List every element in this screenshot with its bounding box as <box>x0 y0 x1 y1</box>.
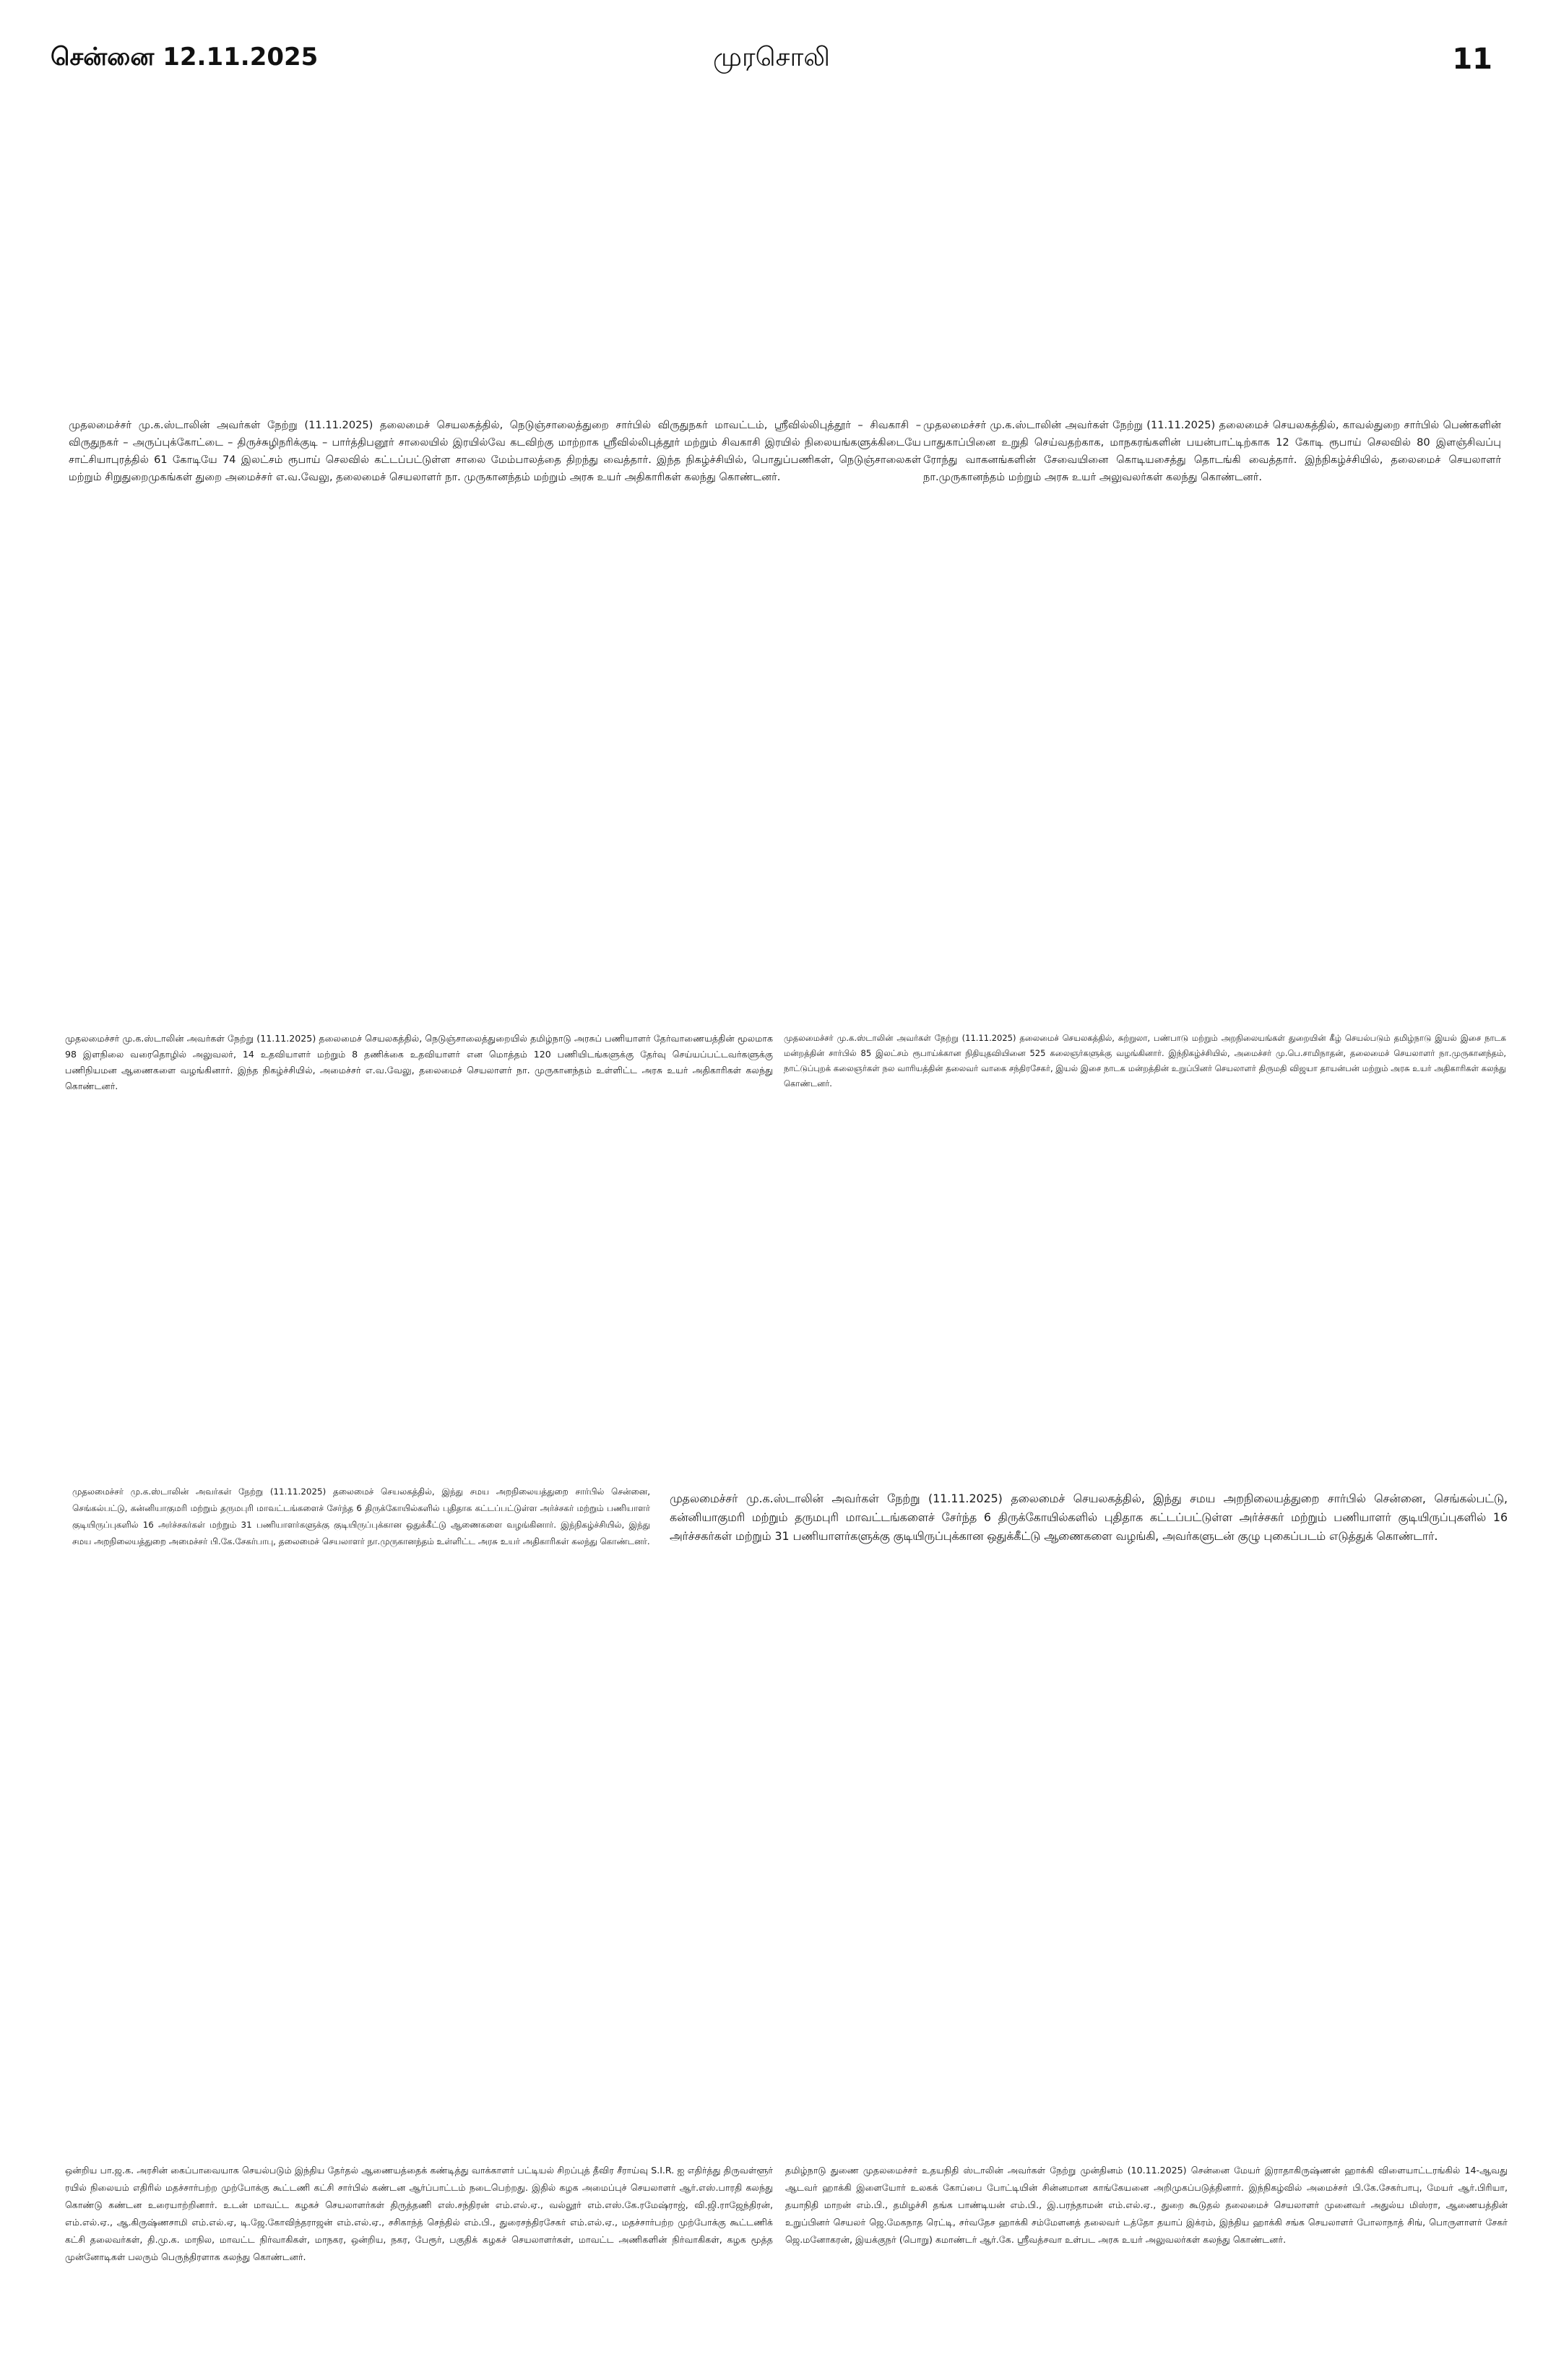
caption-protest-sir: ஒன்றிய பா.ஜ.க. அரசின் கைப்பாவையாக செயல்படும் இந்திய தேர்தல் ஆணையத்தைக் கண்டித்து வாக்காளர் பட்டியல் சிறப்புத் தீவிர சீராய்வு S.I.R. ஐ எதிர்த்து திருவள்ளூர் ரயில் நிலையம் எதிரில் மதச்சார்பற்ற முற்போக்கு கூட்டணி கட்சி சார்பில் கண்டன ஆர்ப்பாட்டம் நடைபெற்றது. இதில் கழக அமைப்புச் செயலாளர் ஆர்.எஸ்.பாரதி கலந்து கொண்டு கண்டன உரையாற்றினார். உடன் மாவட்ட கழகச் செயலாளர்கள் திருத்தணி எஸ்.சந்திரன் எம்.எல்.ஏ., வல்லூர் எம்.எஸ்.கே.ரமேஷ்ராஜ், வி.ஜி.ராஜேந்திரன், எம்.எல்.ஏ., ஆ.கிருஷ்ணசாமி எம்.எல்.ஏ, டி.ஜே.கோவிந்தராஜன் எம்.எல்.ஏ., சசிகாந்த் செந்தில் எம்.பி., துரைசந்திரசேகர் எம்.எல்.ஏ., மதச்சார்பற்ற முற்போக்கு கூட்டணிக் கட்சி தலைவர்கள், தி.மு.க. மாநில, மாவட்ட நிர்வாகிகள், மாநகர, ஒன்றிய, நகர, பேரூர், பகுதிக் கழகச் செயலாளர்கள், மாவட்ட அணிகளின் நிர்வாகிகள், கழக மூத்த முன்னோடிகள் பலரும் பெருந்திரளாக கலந்து கொண்டனர். <box>65 2165 773 2262</box>
caption-temple-housing-orders: முதலமைச்சர் மு.க.ஸ்டாலின் அவர்கள் நேற்று (11.11.2025) தலைமைச் செயலகத்தில், இந்து சமய அறநிலையத்துறை சார்பில் சென்னை, செங்கல்பட்டு, கன்னியாகுமரி மற்றும் தருமபுரி மாவட்டங்களைச் சேர்ந்த 6 திருக்கோயில்களில் புதிதாக கட்டப்பட்டுள்ள அர்ச்சகர் மற்றும் பணியாளர் குடியிருப்புகளில் 16 அர்ச்சகர்கள் மற்றும் 31 பணியாளர்களுக்கு குடியிருப்புக்கான ஒதுக்கீட்டு ஆணைகளை வழங்கினார். இந்நிகழ்ச்சியில், இந்து சமய அறநிலையத்துறை அமைச்சர் பி.கே.சேகர்பாபு, தலைமைச் செயலாளர் நா.முருகானந்தம் உள்ளிட்ட அரசு உயர் அதிகாரிகள் கலந்து கொண்டனர். <box>72 1487 650 1546</box>
caption-pink-patrol-vehicles: முதலமைச்சர் மு.க.ஸ்டாலின் அவர்கள் நேற்று (11.11.2025) தலைமைச் செயலகத்தில், காவல்துறை சார்பில் பெண்களின் பாதுகாப்பினை உறுதி செய்வதற்காக, மாநகரங்களின் பயன்பாட்டிற்காக 12 கோடி ரூபாய் செலவில் 80 இளஞ்சிவப்பு ரோந்து வாகனங்களின் சேவையினை கொடியசைத்து தொடங்கி வைத்தார். இந்நிகழ்ச்சியில், தலைமைச் செயலாளர் நா.முருகானந்தம் மற்றும் அரசு உயர் அலுவலர்கள் கலந்து கொண்டனர். <box>923 419 1501 483</box>
newspaper-title: முரசொலி <box>713 43 830 72</box>
caption-temple-housing-group-photo: முதலமைச்சர் மு.க.ஸ்டாலின் அவர்கள் நேற்று (11.11.2025) தலைமைச் செயலகத்தில், இந்து சமய அறநிலையத்துறை சார்பில் சென்னை, செங்கல்பட்டு, கன்னியாகுமரி மற்றும் தருமபுரி மாவட்டங்களைச் சேர்ந்த 6 திருக்கோயில்களில் புதிதாக கட்டப்பட்டுள்ள அர்ச்சகர் மற்றும் பணியாளர் குடியிருப்புகளில் 16 அர்ச்சகர்கள் மற்றும் 31 பணியாளர்களுக்கு குடியிருப்புக்கான ஒதுக்கீட்டு ஆணைகளை வழங்கி, அவர்களுடன் குழு புகைப்படம் எடுத்துக் கொண்டார். <box>670 1492 1508 1543</box>
header-date: சென்னை 12.11.2025 <box>51 43 319 72</box>
caption-highway-bridge: முதலமைச்சர் மு.க.ஸ்டாலின் அவர்கள் நேற்று (11.11.2025) தலைமைச் செயலகத்தில், நெடுஞ்சாலைத்துறை சார்பில் விருதுநகர் மாவட்டம், ஸ்ரீவில்லிபுத்தூர் – சிவகாசி – விருதுநகர் – அருப்புக்கோட்டை – திருச்சுழிநரிக்குடி – பார்த்திபனூர் சாலையில் இரயில்வே கடவிற்கு மாற்றாக ஸ்ரீவில்லிபுத்தூர் மற்றும் சிவகாசி இரயில் நிலையங்களுக்கிடையே சாட்சியாபுரத்தில் 61 கோடியே 74 இலட்சம் ரூபாய் செலவில் கட்டப்பட்டுள்ள சாலை மேம்பாலத்தை திறந்து வைத்தார். இந்த நிகழ்ச்சியில், பொதுப்பணிகள், நெடுஞ்சாலைகள் மற்றும் சிறுதுறைமுகங்கள் துறை அமைச்சர் எ.வ.வேலு, தலைமைச் செயலாளர் நா. முருகானந்தம் மற்றும் அரசு உயர் அதிகாரிகள் கலந்து கொண்டனர். <box>69 419 922 483</box>
caption-artists-aid: முதலமைச்சர் மு.க.ஸ்டாலின் அவர்கள் நேற்று (11.11.2025) தலைமைச் செயலகத்தில், சுற்றுலா, பண்பாடு மற்றும் அறநிலையங்கள் துறையின் கீழ் செயல்படும் தமிழ்நாடு இயல் இசை நாடக மன்றத்தின் சார்பில் 85 இலட்சம் ரூபாய்க்கான நிதியுதவியினை 525 கலைஞர்களுக்கு வழங்கினார். இந்நிகழ்ச்சியில், அமைச்சர் மு.பெ.சாமிநாதன், தலைமைச் செயலாளர் நா.முருகானந்தம், நாட்டுப்புறக் கலைஞர்கள் நல வாரியத்தின் தலைவர் வாகை சந்திரசேகர், இயல் இசை நாடக மன்றத்தின் உறுப்பினர் செயலாளர் திருமதி விஜயா தாயன்பன் மற்றும் அரசு உயர் அதிகாரிகள் கலந்து கொண்டனர். <box>784 1033 1506 1089</box>
caption-highway-appointments: முதலமைச்சர் மு.க.ஸ்டாலின் அவர்கள் நேற்று (11.11.2025) தலைமைச் செயலகத்தில், நெடுஞ்சாலைத்துறையில் தமிழ்நாடு அரசுப் பணியாளர் தேர்வாணையத்தின் மூலமாக 98 இளநிலை வரைதொழில் அலுவலர், 14 உதவியாளர் மற்றும் 8 தணிக்கை உதவியாளர் என மொத்தம் 120 பணியிடங்களுக்கு தேர்வு செய்யப்பட்டவர்களுக்கு பணிநியமன ஆணைகளை வழங்கினார். இந்த நிகழ்ச்சியில், அமைச்சர் எ.வ.வேலு, தலைமைச் செயலாளர் நா. முருகானந்தம் உள்ளிட்ட அரசு உயர் அதிகாரிகள் கலந்து கொண்டனர். <box>65 1033 773 1091</box>
caption-hockey-mascot: தமிழ்நாடு துணை முதலமைச்சர் உதயநிதி ஸ்டாலின் அவர்கள் நேற்று முன்தினம் (10.11.2025) சென்னை மேயர் இராதாகிருஷ்ணன் ஹாக்கி விளையாட்டரங்கில் 14-ஆவது ஆடவர் ஹாக்கி இளையோர் உலகக் கோப்பை போட்டியின் சின்னமான காங்கேயனை அறிமுகப்படுத்தினார். இந்நிகழ்வில் அமைச்சர் பி.கே.சேகர்பாபு, மேயர் ஆர்.பிரியா, தயாநிதி மாறன் எம்.பி., தமிழச்சி தங்க பாண்டியன் எம்.பி., இ.பரந்தாமன் எம்.எல்.ஏ., துறை கூடுதல் தலைமைச் செயலாளர் முனைவர் அதுல்ய மிஸ்ரா, ஆணையத்தின் உறுப்பினர் செயலர் ஜெ.மேகநாத ரெட்டி, சர்வதேச ஹாக்கி சம்மேளனத் தலைவர் டத்தோ தயாப் இக்ரம், இந்திய ஹாக்கி சங்க செயலாளர் போலாநாத் சிங், பொருளாளர் சேகர் ஜெ.மனோகரன், இயக்குநர் (பொறு) கமாண்டர் ஆர்.கே. ஸ்ரீவத்சவா உள்பட அரசு உயர் அலுவலர்கள் கலந்து கொண்டனர். <box>785 2165 1508 2245</box>
page-number: 11 <box>1452 43 1492 76</box>
